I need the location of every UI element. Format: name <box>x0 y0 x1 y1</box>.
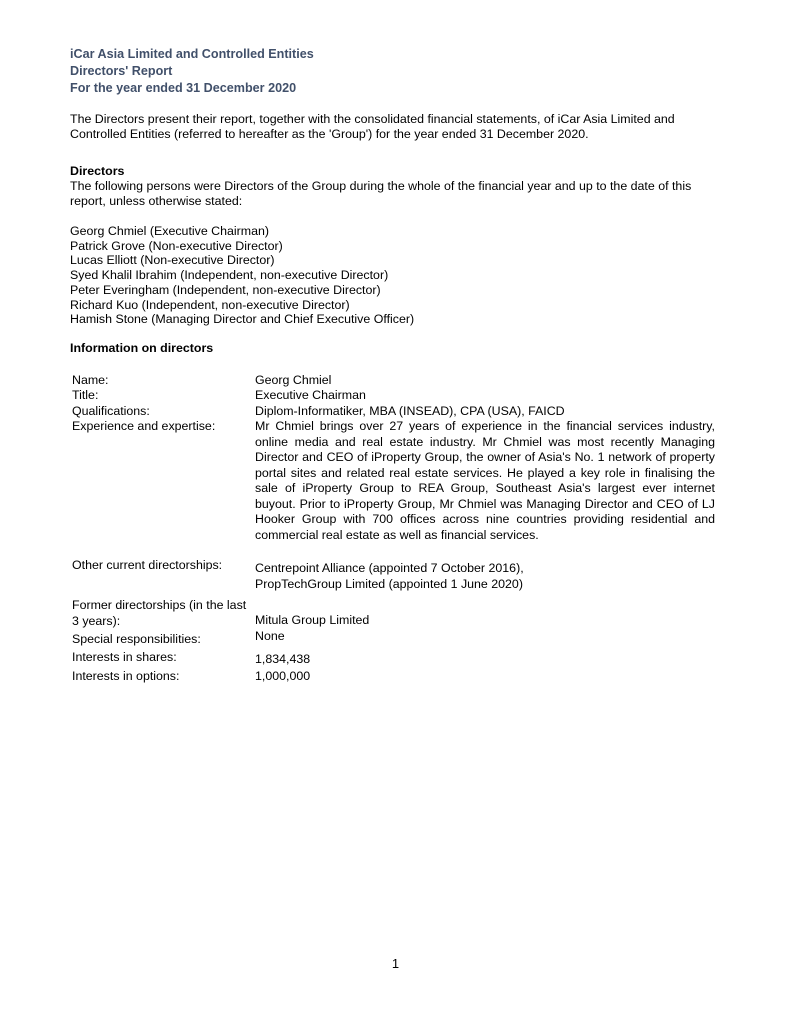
list-item: Richard Kuo (Independent, non-executive Director) <box>70 297 350 312</box>
interests-options-value: 1,000,000 <box>255 669 311 684</box>
table-row <box>70 667 715 685</box>
document-page <box>70 46 717 685</box>
list-item: Hamish Stone (Managing Director and Chief Executive Officer) <box>70 312 415 327</box>
report-heading: Directors' Report <box>70 64 173 78</box>
name-value: Georg Chmiel <box>255 372 332 387</box>
directors-text: The following persons were Directors of the Group during the whole of the financial year and up to the date of this report, unless otherwise stated: <box>70 179 692 208</box>
page-number: 1 <box>391 956 400 971</box>
table-row <box>70 373 715 389</box>
experience-value: Mr Chmiel brings over 27 years of experience in the financial services industry, online media and real estate industry. Mr Chmiel was most recently Managing Director and CEO of iProperty Group, the owner of Asia's No. 1 network of property portal sites and related real estate services. He played a key role in finalising the sale of iProperty Group to REA Group, Southeast Asia's largest ever internet buyout. Prior to iProperty Group, Mr Chmiel was Managing Director and CEO of LJ Hooker Group with 700 offices across nine countries providing residential and commercial real estate as well as financial services. <box>255 419 715 542</box>
table-row <box>70 419 715 558</box>
list-item: Georg Chmiel (Executive Chairman) <box>70 224 270 238</box>
experience-label: Experience and expertise: <box>72 419 216 434</box>
former-directorships-label: Former directorships (in the last 3 years): <box>72 598 247 628</box>
company-heading: iCar Asia Limited and Controlled Entities <box>70 47 314 61</box>
directors-list <box>70 224 717 327</box>
interests-shares-label: Interests in shares: <box>72 649 177 664</box>
qualifications-value: Diplom-Informatiker, MBA (INSEAD), CPA (USA), FAICD <box>255 403 565 418</box>
title-value: Executive Chairman <box>255 388 366 403</box>
other-directorships-value <box>253 558 715 592</box>
list-item: Patrick Grove (Non-executive Director) <box>70 238 283 253</box>
list-item: Lucas Elliott (Non-executive Director) <box>70 253 275 268</box>
list-item: Peter Everingham (Independent, non-executive Director) <box>70 282 381 297</box>
other-directorships-label: Other current directorships: <box>72 558 223 573</box>
interests-options-label: Interests in options: <box>72 669 180 684</box>
table-row <box>70 648 715 668</box>
qualifications-label: Qualifications: <box>72 403 150 418</box>
name-label: Name: <box>72 372 109 387</box>
table-row <box>70 558 715 592</box>
table-row <box>70 629 715 648</box>
special-responsibilities-value: None <box>255 629 285 644</box>
other-directorship-1: Centrepoint Alliance (appointed 7 October 2016), <box>255 561 524 576</box>
table-row <box>70 592 715 629</box>
info-title: Information on directors <box>70 340 214 355</box>
director-info-table <box>70 373 715 685</box>
intro-paragraph: The Directors present their report, together with the consolidated financial statements, of iCar Asia Limited and Controlled Entities (referred to hereafter as the 'Group') for the year ended 31 December 2020. <box>70 112 675 141</box>
interests-shares-value: 1,834,438 <box>255 651 311 666</box>
title-label: Title: <box>72 388 99 403</box>
list-item: Syed Khalil Ibrahim (Independent, non-executive Director) <box>70 268 389 283</box>
directors-title: Directors <box>70 164 125 178</box>
period-heading: For the year ended 31 December 2020 <box>70 81 297 95</box>
other-directorship-2: PropTechGroup Limited (appointed 1 June 2020) <box>255 576 523 591</box>
table-row <box>70 388 715 404</box>
table-row <box>70 404 715 420</box>
special-responsibilities-label: Special responsibilities: <box>72 632 201 647</box>
former-directorships-value: Mitula Group Limited <box>255 613 370 628</box>
